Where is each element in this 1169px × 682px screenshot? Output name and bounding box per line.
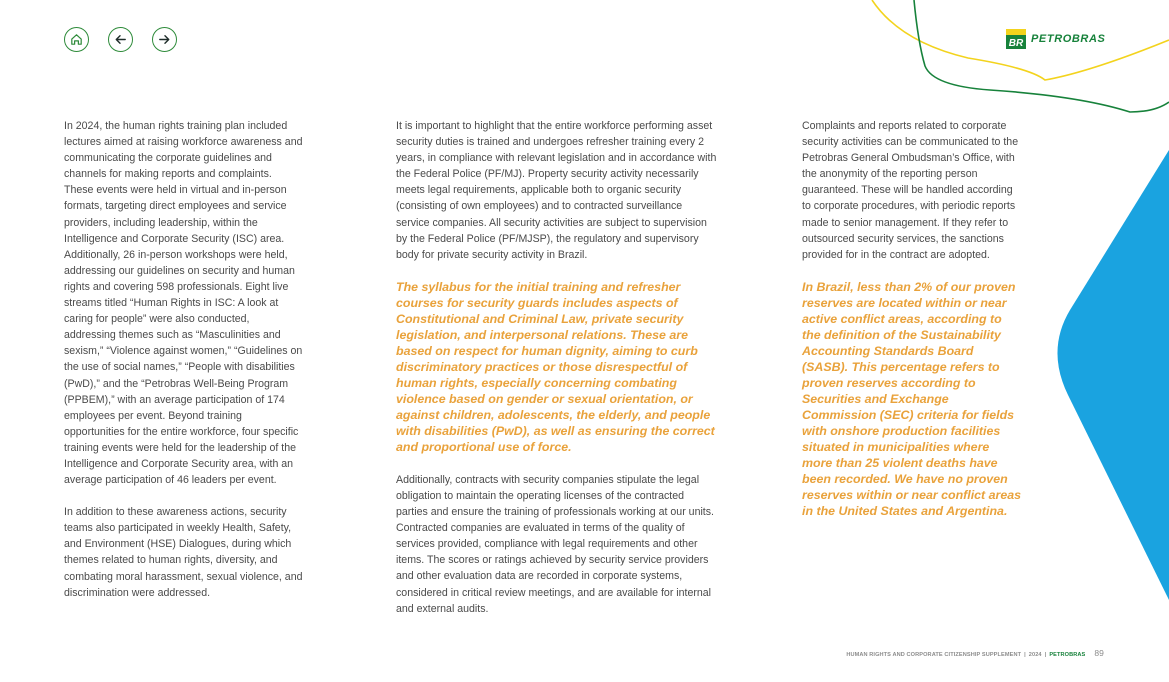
footer-brand: PETROBRAS	[1049, 652, 1086, 658]
arrow-right-icon	[157, 32, 172, 47]
column-left	[64, 118, 304, 617]
page-number: 89	[1094, 648, 1104, 658]
paragraph: Additionally, contracts with security companies stipulate the legal obligation to maintain the operating licenses of the contracted parties and ensure the training of professionals working at our units. Contracted companies are evaluated in terms of the quality of services provided, compliance with legal requirements and other items. The scores or ratings achieved by security service providers and other evaluation data are recorded in corporate systems, considered in critical review meetings, and are available for internal and external audits.	[396, 473, 714, 615]
forward-button[interactable]	[152, 27, 177, 52]
logo-mark-text: BR	[1008, 38, 1024, 49]
footer-title: HUMAN RIGHTS AND CORPORATE CITIZENSHIP SUPPLEMENT	[846, 652, 1022, 658]
back-button[interactable]	[108, 27, 133, 52]
highlight-quote: In Brazil, less than 2% of our proven reserves are located within or near active conflict areas, according to the definition of the Sustainability Accounting Standards Board (SASB). This percentage refers to proven reserves according to Securities and Exchange Commission (SEC) criteria for fields with onshore production facilities situated in municipalities where more than 25 violent deaths have been recorded. We have no proven reserves within or near conflict areas in the United States and Argentina.	[802, 279, 1021, 518]
green-curve	[914, 0, 1169, 112]
logo-wordmark: PETROBRAS	[1031, 33, 1106, 45]
paragraph: It is important to highlight that the entire workforce performing asset security duties is trained and undergoes refresher training every 2 years, in compliance with relevant legislation and in accordance with the Federal Police (PF/MJ). Property security activity necessarily meets legal requirements, applicable both to organic security (consisting of own employees) and to contracted surveillance service companies. All security activities are subject to supervision by the Federal Police (PF/MJSP), the regulatory and supervisory body for private security activity in Brazil.	[396, 120, 717, 261]
footer-separator: |	[1024, 652, 1026, 658]
br-logo-mark	[1006, 29, 1026, 49]
paragraph: In 2024, the human rights training plan included lectures aimed at raising workforce awareness and communicating the corporate guidelines and channels for making reports and complaints. These events were held in virtual and in-person formats, targeting direct employees and service providers, including leadership, within the Intelligence and Corporate Security (ISC) area. Additionally, 26 in-person workshops were held, addressing our guidelines on security and human rights and covering 598 professionals. Eight live streams titled “Human Rights in ISC: A look at caring for people” were also conducted, addressing themes such as “Masculinities and sexism,” “Violence against women,” “Guidelines on the use of social names,” “People with disabilities (PwD),” and the “Petrobras Well-Being Program (PPBEM),” with an average participation of 174 employees per event. Beyond training opportunities for the entire workforce, four specific training events were held for the leadership of the Intelligence and Corporate Security area, with an average participation of 46 leaders per event.	[64, 120, 303, 487]
navigation-bar	[64, 27, 177, 52]
highlight-quote: The syllabus for the initial training and refresher courses for security guards includes aspects of Constitutional and Criminal Law, private security legislation, and interpersonal relations. These are based on respect for human dignity, aiming to curb discriminatory practices or those disrespectful of human rights, especially concerning combating violence based on gender or sexual orientation, or against children, adolescents, the elderly, and people with disabilities (PwD), as well as ensuring the correct and proportional use of force.	[396, 279, 715, 454]
paragraph: In addition to these awareness actions, security teams also participated in weekly Health, Safety, and Environment (HSE) Dialogues, during which themes related to human rights, diversity, and combating moral harassment, sexual violence, and discrimination were addressed.	[64, 506, 303, 599]
petrobras-logo	[1006, 29, 1105, 49]
arrow-left-icon	[113, 32, 128, 47]
cyan-shape	[1057, 150, 1169, 600]
column-middle	[396, 118, 718, 633]
home-button[interactable]	[64, 27, 89, 52]
page-footer	[846, 648, 1104, 658]
paragraph: Complaints and reports related to corporate security activities can be communicated to the Petrobras General Ombudsman’s Office, with the anonymity of the reporting person guaranteed. These will be handled according to corporate procedures, with periodic reports made to senior management. If they refer to outsourced security services, the sanctions provided for in the contract are adopted.	[802, 120, 1019, 261]
footer-year: 2024	[1028, 652, 1042, 658]
footer-separator: |	[1044, 652, 1047, 658]
home-icon	[69, 32, 84, 47]
column-right	[802, 118, 1022, 536]
